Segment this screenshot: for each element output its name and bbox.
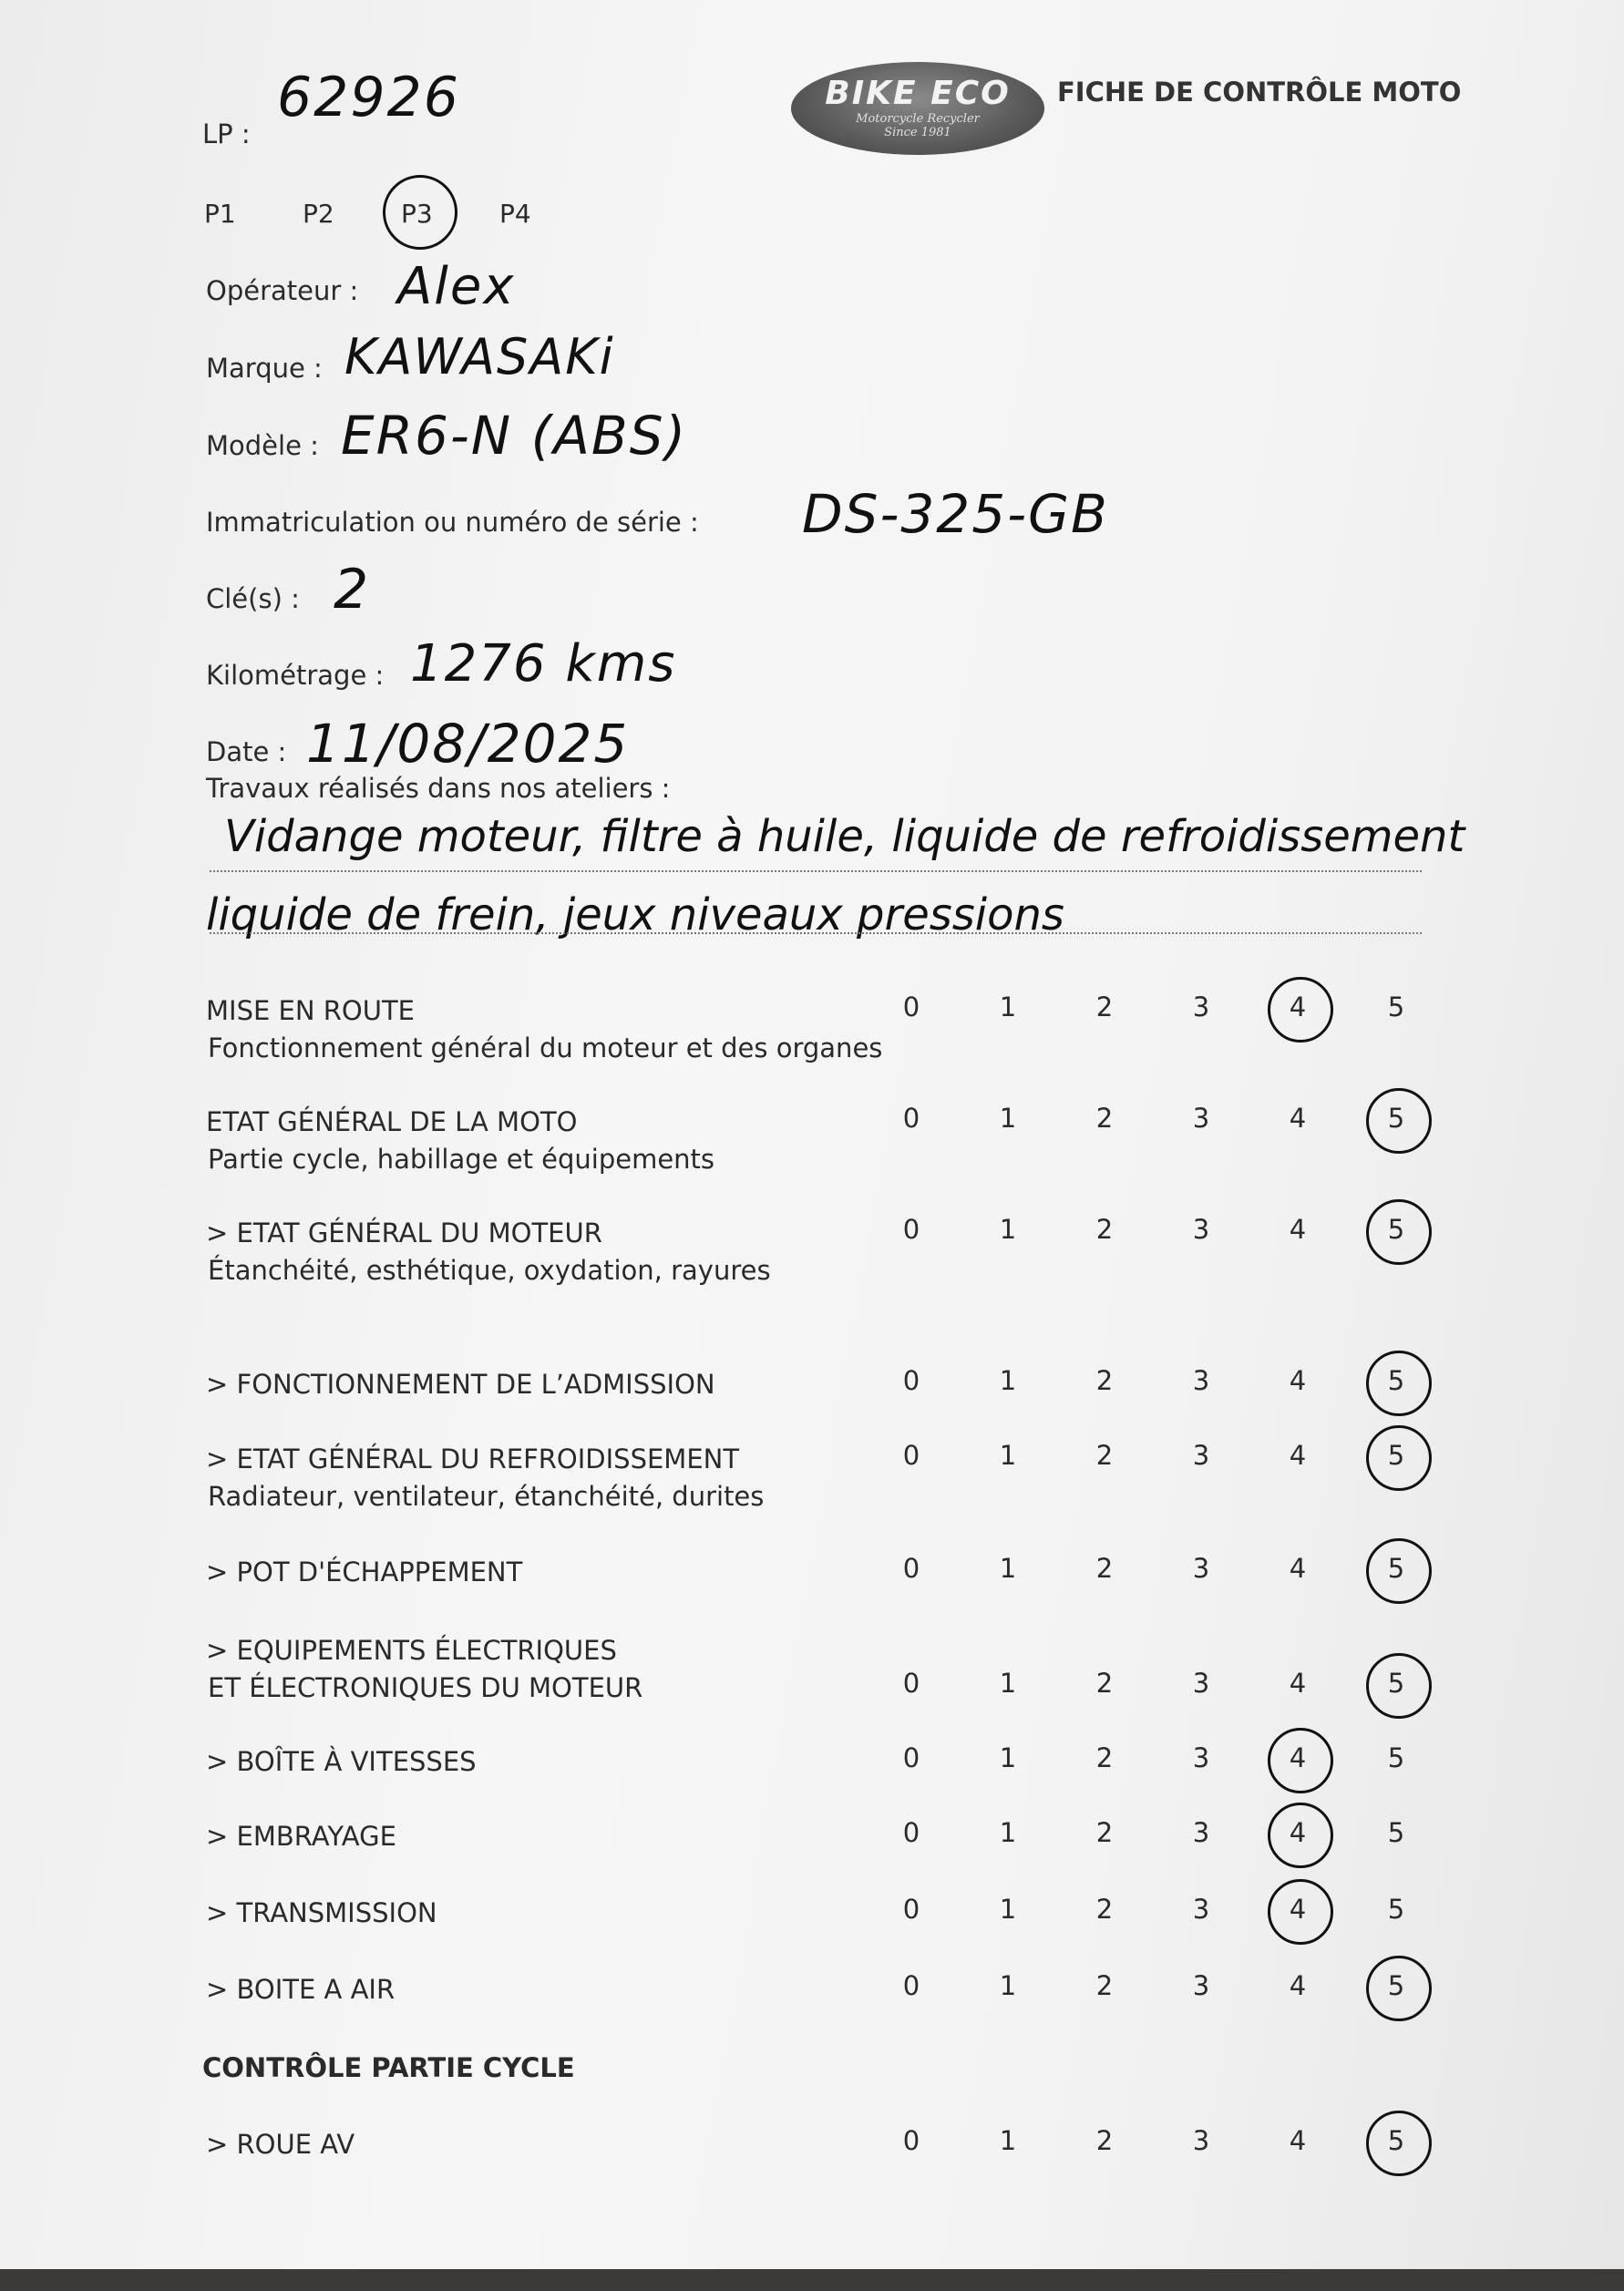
checklist-row-title: > BOÎTE À VITESSES — [206, 1746, 477, 1777]
score-option-1: 1 — [999, 991, 1017, 1022]
checklist-row-title: MISE EN ROUTE — [206, 995, 415, 1026]
marque-value: KAWASAKi — [344, 328, 615, 385]
score-option-3: 3 — [1192, 1742, 1210, 1773]
marque-label: Marque : — [206, 353, 323, 384]
score-option-4: 4 — [1289, 2125, 1307, 2156]
date-label: Date : — [206, 736, 287, 767]
checklist-row-subtitle: ET ÉLECTRONIQUES DU MOTEUR — [208, 1672, 643, 1703]
modele-label: Modèle : — [206, 430, 319, 461]
score-option-2: 2 — [1095, 1894, 1114, 1925]
checklist-row-title: > ETAT GÉNÉRAL DU MOTEUR — [206, 1217, 602, 1248]
score-option-1: 1 — [999, 1817, 1017, 1848]
score-option-0: 0 — [902, 1440, 920, 1471]
option-p3: P3 — [401, 199, 433, 229]
selected-score-circle — [1366, 1538, 1432, 1604]
section-partie-cycle-title: CONTRÔLE PARTIE CYCLE — [202, 2052, 575, 2083]
score-option-4: 4 — [1289, 1214, 1307, 1245]
date-value: 11/08/2025 — [306, 713, 630, 775]
score-option-1: 1 — [999, 1365, 1017, 1396]
lp-label: LP : — [202, 118, 251, 149]
score-option-2: 2 — [1095, 2125, 1114, 2156]
checklist-row-title: > BOITE A AIR — [206, 1974, 396, 2005]
score-option-5: 5 — [1387, 1365, 1405, 1396]
score-option-2: 2 — [1095, 1553, 1114, 1584]
score-option-0: 0 — [902, 1553, 920, 1584]
travaux-line-1: Vidange moteur, filtre à huile, liquide de refroidissement — [224, 811, 1465, 862]
score-option-0: 0 — [902, 1817, 920, 1848]
score-option-3: 3 — [1192, 1817, 1210, 1848]
operateur-label: Opérateur : — [206, 275, 359, 306]
option-p4: P4 — [499, 199, 531, 229]
checklist-row-title: ETAT GÉNÉRAL DE LA MOTO — [206, 1106, 578, 1137]
score-option-2: 2 — [1095, 1668, 1114, 1699]
score-option-4: 4 — [1289, 1817, 1307, 1848]
score-option-1: 1 — [999, 1894, 1017, 1925]
checklist-row-subtitle: Radiateur, ventilateur, étanchéité, durites — [208, 1481, 765, 1512]
score-option-2: 2 — [1095, 991, 1114, 1022]
score-option-5: 5 — [1387, 1214, 1405, 1245]
km-value: 1276 kms — [410, 634, 677, 693]
travaux-dotted-line-1 — [210, 870, 1422, 872]
immat-value: DS-325-GB — [802, 483, 1109, 545]
score-option-0: 0 — [902, 2125, 920, 2156]
score-option-1: 1 — [999, 1440, 1017, 1471]
score-option-4: 4 — [1289, 1894, 1307, 1925]
option-p2: P2 — [303, 199, 334, 229]
checklist-row-title: > EQUIPEMENTS ÉLECTRIQUES — [206, 1635, 617, 1666]
cles-value: 2 — [334, 558, 371, 622]
score-option-3: 3 — [1192, 1440, 1210, 1471]
cycle-row-title: > ROUE AV — [206, 2129, 355, 2160]
score-option-4: 4 — [1289, 1742, 1307, 1773]
checklist-row-subtitle: Fonctionnement général du moteur et des organes — [208, 1032, 883, 1063]
checklist-row-title: > TRANSMISSION — [206, 1897, 437, 1928]
score-option-5: 5 — [1387, 1817, 1405, 1848]
score-option-3: 3 — [1192, 2125, 1210, 2156]
logo-subtitle-2: Since 1981 — [884, 126, 951, 139]
score-option-4: 4 — [1289, 1553, 1307, 1584]
score-option-1: 1 — [999, 1970, 1017, 2001]
modele-value: ER6-N (ABS) — [341, 405, 688, 467]
score-option-2: 2 — [1095, 1742, 1114, 1773]
score-option-5: 5 — [1387, 991, 1405, 1022]
score-option-0: 0 — [902, 991, 920, 1022]
checklist-row-title: > FONCTIONNEMENT DE L’ADMISSION — [206, 1369, 715, 1400]
score-option-2: 2 — [1095, 1817, 1114, 1848]
score-option-3: 3 — [1192, 1214, 1210, 1245]
checklist-row-title: > ETAT GÉNÉRAL DU REFROIDISSEMENT — [206, 1443, 740, 1474]
score-option-4: 4 — [1289, 1365, 1307, 1396]
option-p1: P1 — [204, 199, 236, 229]
score-option-0: 0 — [902, 1742, 920, 1773]
score-option-1: 1 — [999, 1553, 1017, 1584]
checklist-row-title: > EMBRAYAGE — [206, 1821, 396, 1852]
score-option-3: 3 — [1192, 1970, 1210, 2001]
score-option-5: 5 — [1387, 2125, 1405, 2156]
p3-selection-circle — [383, 175, 457, 250]
selected-score-circle — [1268, 1728, 1333, 1793]
selected-score-circle — [1366, 1653, 1432, 1719]
selected-score-circle — [1366, 1425, 1432, 1491]
score-option-1: 1 — [999, 1742, 1017, 1773]
selected-score-circle — [1366, 1088, 1432, 1154]
score-option-3: 3 — [1192, 991, 1210, 1022]
travaux-line-2: liquide de frein, jeux niveaux pressions — [206, 889, 1064, 940]
score-option-0: 0 — [902, 1103, 920, 1134]
score-option-4: 4 — [1289, 1970, 1307, 2001]
score-option-0: 0 — [902, 1365, 920, 1396]
logo-text: BIKE ECO — [825, 75, 1011, 112]
score-option-5: 5 — [1387, 1103, 1405, 1134]
score-option-0: 0 — [902, 1970, 920, 2001]
score-option-5: 5 — [1387, 1742, 1405, 1773]
checklist-row-subtitle: Étanchéité, esthétique, oxydation, rayures — [208, 1255, 771, 1286]
score-option-4: 4 — [1289, 1668, 1307, 1699]
score-option-1: 1 — [999, 1214, 1017, 1245]
score-option-2: 2 — [1095, 1214, 1114, 1245]
form-title: FICHE DE CONTRÔLE MOTO — [1057, 77, 1462, 108]
score-option-2: 2 — [1095, 1365, 1114, 1396]
score-option-1: 1 — [999, 1668, 1017, 1699]
logo-subtitle-1: Motorcycle Recycler — [856, 112, 980, 126]
score-option-4: 4 — [1289, 1440, 1307, 1471]
cles-label: Clé(s) : — [206, 583, 300, 614]
selected-score-circle — [1366, 2111, 1432, 2176]
selected-score-circle — [1366, 1199, 1432, 1265]
score-option-3: 3 — [1192, 1553, 1210, 1584]
selected-score-circle — [1366, 1351, 1432, 1416]
score-option-5: 5 — [1387, 1440, 1405, 1471]
checklist-row-title: > POT D'ÉCHAPPEMENT — [206, 1556, 523, 1587]
immat-label: Immatriculation ou numéro de série : — [206, 507, 699, 538]
score-option-0: 0 — [902, 1894, 920, 1925]
travaux-dotted-line-2 — [210, 932, 1422, 934]
score-option-3: 3 — [1192, 1103, 1210, 1134]
score-option-5: 5 — [1387, 1970, 1405, 2001]
score-option-5: 5 — [1387, 1553, 1405, 1584]
score-option-3: 3 — [1192, 1365, 1210, 1396]
score-option-0: 0 — [902, 1668, 920, 1699]
score-option-2: 2 — [1095, 1440, 1114, 1471]
selected-score-circle — [1268, 977, 1333, 1043]
score-option-0: 0 — [902, 1214, 920, 1245]
travaux-label: Travaux réalisés dans nos ateliers : — [206, 773, 671, 804]
lp-value: 62926 — [277, 66, 460, 129]
score-option-1: 1 — [999, 1103, 1017, 1134]
score-option-3: 3 — [1192, 1668, 1210, 1699]
km-label: Kilométrage : — [206, 660, 385, 691]
score-option-2: 2 — [1095, 1103, 1114, 1134]
score-option-4: 4 — [1289, 991, 1307, 1022]
score-option-4: 4 — [1289, 1103, 1307, 1134]
score-option-3: 3 — [1192, 1894, 1210, 1925]
operateur-value: Alex — [397, 257, 516, 316]
score-option-5: 5 — [1387, 1894, 1405, 1925]
bike-eco-logo — [791, 62, 1044, 155]
score-option-5: 5 — [1387, 1668, 1405, 1699]
selected-score-circle — [1268, 1803, 1333, 1868]
score-option-2: 2 — [1095, 1970, 1114, 2001]
selected-score-circle — [1268, 1879, 1333, 1945]
checklist-row-subtitle: Partie cycle, habillage et équipements — [208, 1144, 715, 1175]
selected-score-circle — [1366, 1956, 1432, 2021]
score-option-1: 1 — [999, 2125, 1017, 2156]
